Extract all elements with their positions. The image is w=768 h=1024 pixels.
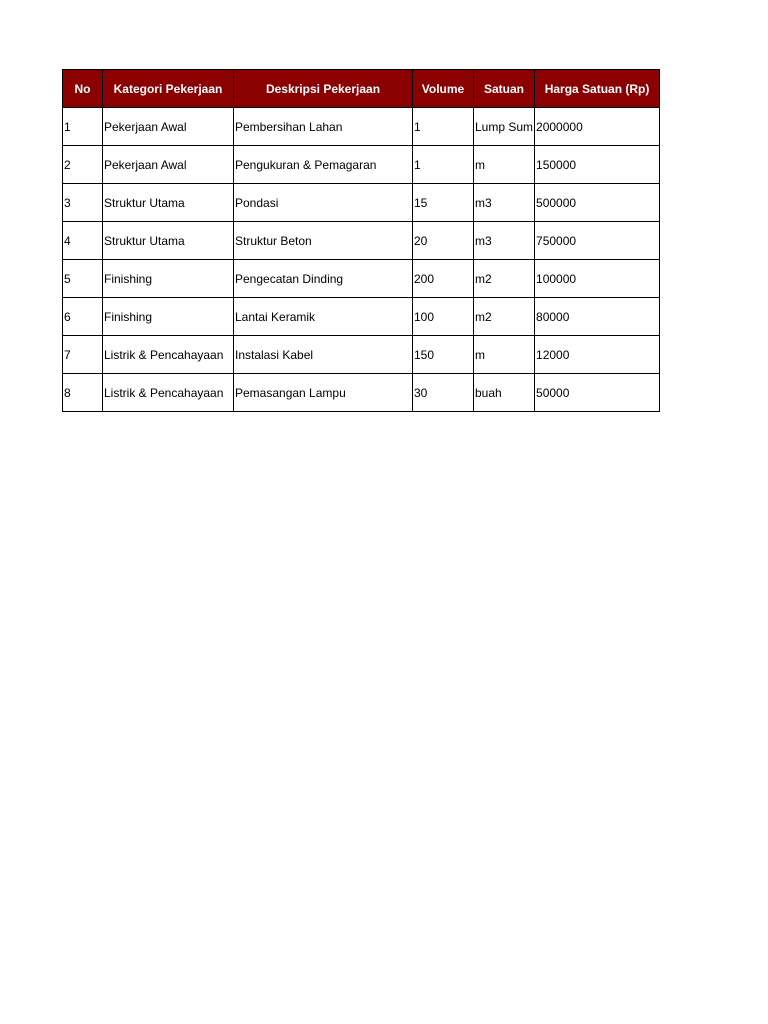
cell-deskripsi: Pengukuran & Pemagaran — [234, 146, 413, 184]
cell-kategori: Pekerjaan Awal — [103, 146, 234, 184]
header-deskripsi: Deskripsi Pekerjaan — [234, 70, 413, 108]
cell-volume: 15 — [413, 184, 474, 222]
cell-kategori: Finishing — [103, 260, 234, 298]
cell-kategori: Struktur Utama — [103, 222, 234, 260]
cell-deskripsi: Lantai Keramik — [234, 298, 413, 336]
cell-no: 5 — [63, 260, 103, 298]
cell-deskripsi: Instalasi Kabel — [234, 336, 413, 374]
table-header-row — [63, 70, 660, 108]
cell-kategori: Struktur Utama — [103, 184, 234, 222]
header-satuan: Satuan — [474, 70, 535, 108]
cell-satuan: m2 — [474, 298, 535, 336]
table-row — [63, 146, 660, 184]
cell-harga-satuan: 80000 — [535, 298, 660, 336]
header-volume: Volume — [413, 70, 474, 108]
cell-harga-satuan: 100000 — [535, 260, 660, 298]
table-row — [63, 336, 660, 374]
cell-satuan: buah — [474, 374, 535, 412]
cell-volume: 200 — [413, 260, 474, 298]
cell-volume: 100 — [413, 298, 474, 336]
cell-deskripsi: Pengecatan Dinding — [234, 260, 413, 298]
cell-volume: 1 — [413, 146, 474, 184]
cell-volume: 1 — [413, 108, 474, 146]
cell-volume: 30 — [413, 374, 474, 412]
cell-no: 7 — [63, 336, 103, 374]
table-row — [63, 374, 660, 412]
cell-no: 6 — [63, 298, 103, 336]
cell-no: 3 — [63, 184, 103, 222]
cell-harga-satuan: 150000 — [535, 146, 660, 184]
table-row — [63, 222, 660, 260]
cell-harga-satuan: 2000000 — [535, 108, 660, 146]
cell-no: 2 — [63, 146, 103, 184]
cost-estimate-table — [62, 69, 660, 412]
cell-kategori: Finishing — [103, 298, 234, 336]
cell-satuan: m3 — [474, 184, 535, 222]
cell-kategori: Listrik & Pencahayaan — [103, 336, 234, 374]
cell-kategori: Pekerjaan Awal — [103, 108, 234, 146]
cell-satuan: m2 — [474, 260, 535, 298]
cell-deskripsi: Pembersihan Lahan — [234, 108, 413, 146]
cell-harga-satuan: 50000 — [535, 374, 660, 412]
table-row — [63, 260, 660, 298]
table-row — [63, 108, 660, 146]
cell-harga-satuan: 12000 — [535, 336, 660, 374]
cell-satuan: m — [474, 146, 535, 184]
cell-deskripsi: Pemasangan Lampu — [234, 374, 413, 412]
cell-satuan: m — [474, 336, 535, 374]
cell-no: 4 — [63, 222, 103, 260]
cell-no: 8 — [63, 374, 103, 412]
cell-no: 1 — [63, 108, 103, 146]
cell-harga-satuan: 500000 — [535, 184, 660, 222]
header-kategori: Kategori Pekerjaan — [103, 70, 234, 108]
table-row — [63, 184, 660, 222]
cell-deskripsi: Pondasi — [234, 184, 413, 222]
cell-kategori: Listrik & Pencahayaan — [103, 374, 234, 412]
cell-satuan: m3 — [474, 222, 535, 260]
cell-deskripsi: Struktur Beton — [234, 222, 413, 260]
header-no: No — [63, 70, 103, 108]
cell-harga-satuan: 750000 — [535, 222, 660, 260]
cell-volume: 20 — [413, 222, 474, 260]
cell-satuan: Lump Sum — [474, 108, 535, 146]
table-row — [63, 298, 660, 336]
cell-volume: 150 — [413, 336, 474, 374]
header-harga-satuan: Harga Satuan (Rp) — [535, 70, 660, 108]
